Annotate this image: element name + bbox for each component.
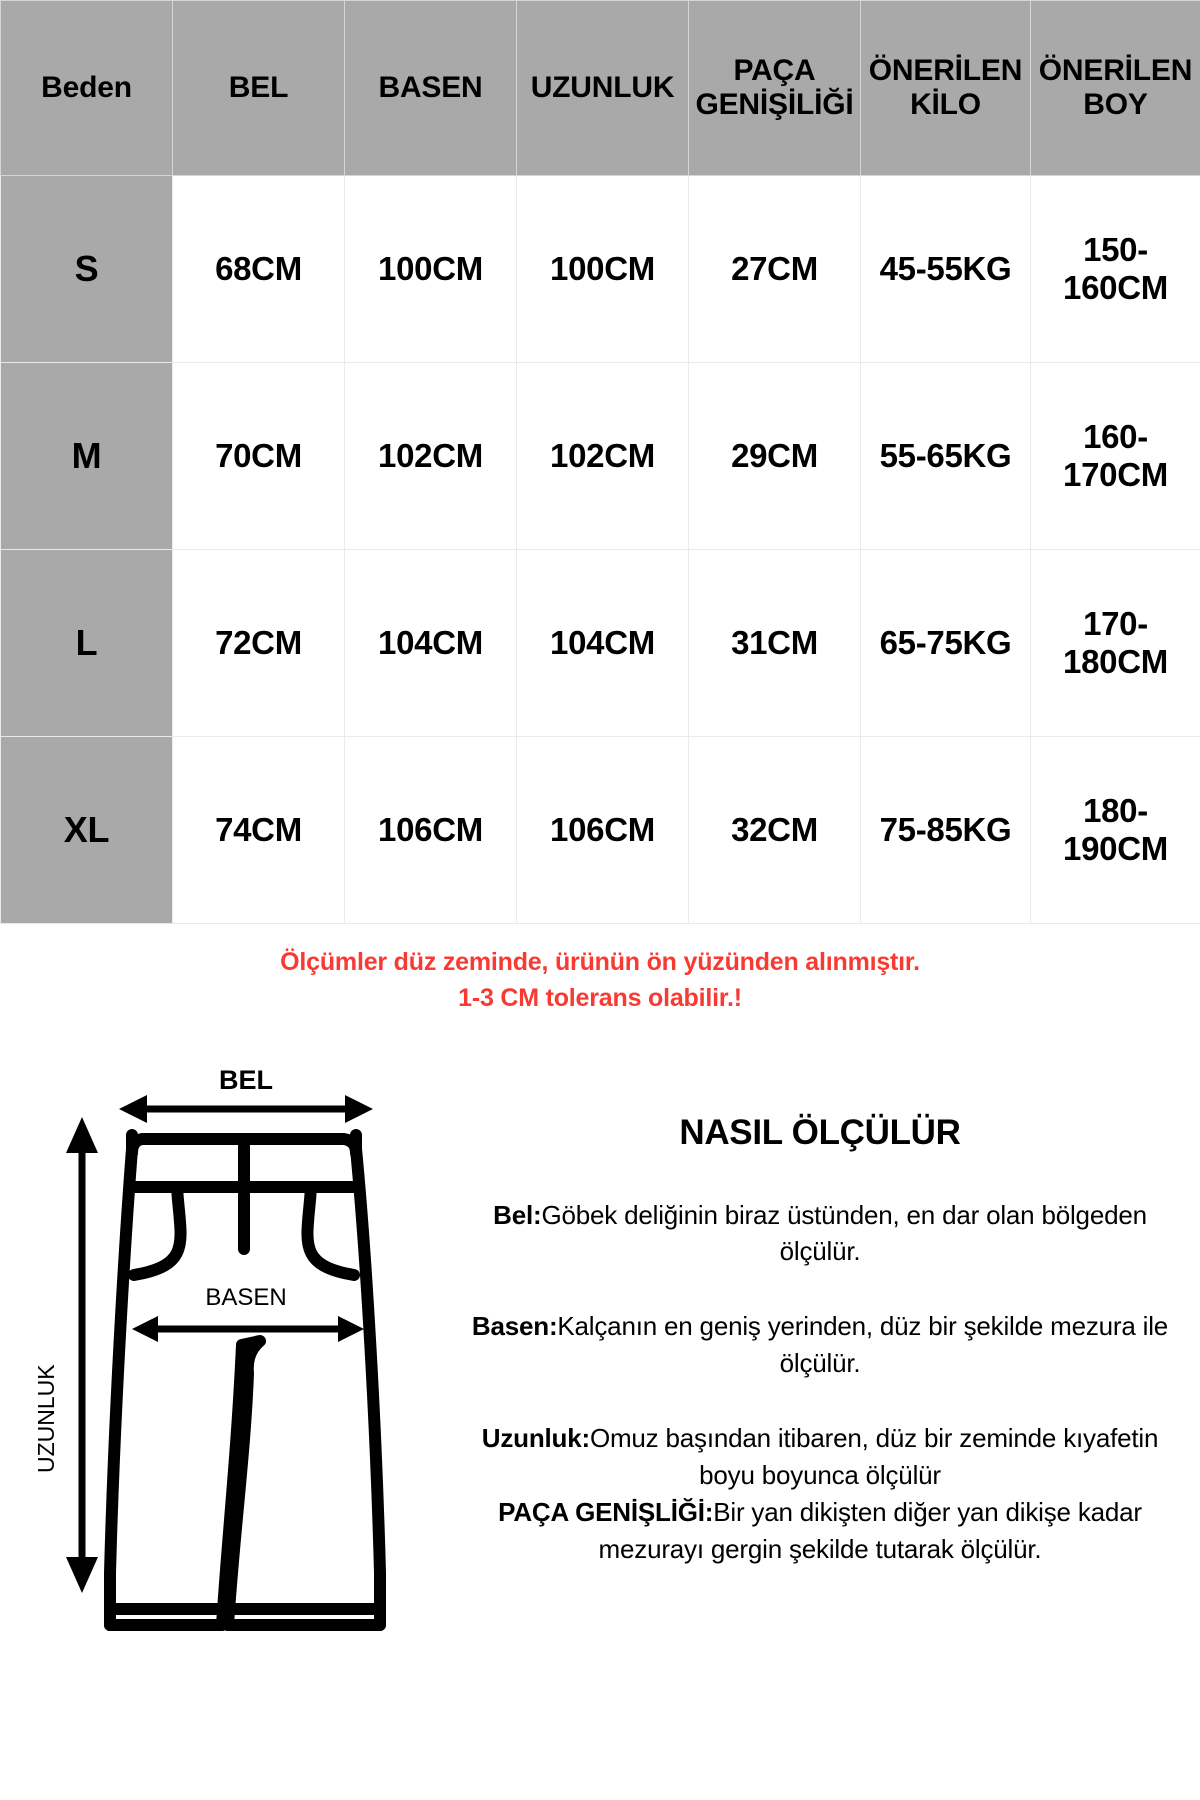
cell-kilo: 45-55KG <box>861 176 1031 363</box>
table-row <box>1 176 1200 363</box>
pants-diagram-svg <box>14 1053 444 1653</box>
how-to-measure-panel <box>444 1043 1186 1606</box>
cell-size: S <box>1 176 173 363</box>
cell-boy: 180-190CM <box>1031 737 1200 924</box>
how-to-measure-title: NASIL ÖLÇÜLÜR <box>679 1112 961 1152</box>
cell-basen: 100CM <box>345 176 517 363</box>
measure-term-basen: Basen: <box>471 1311 558 1342</box>
pants-measurement-diagram <box>14 1043 444 1658</box>
cell-uzunluk: 104CM <box>517 550 689 737</box>
cell-kilo: 75-85KG <box>861 737 1031 924</box>
measure-term-uzunluk: Uzunluk: <box>481 1423 590 1454</box>
column-header-uzunluk: UZUNLUK <box>517 1 689 176</box>
cell-bel: 68CM <box>173 176 345 363</box>
cell-uzunluk: 106CM <box>517 737 689 924</box>
cell-basen: 106CM <box>345 737 517 924</box>
cell-boy: 170-180CM <box>1031 550 1200 737</box>
column-header-beden: Beden <box>1 1 173 176</box>
measure-item-paca-genisligi <box>454 1494 1186 1568</box>
measure-term-paca-genisligi: PAÇA GENİŞLİĞİ: <box>498 1496 714 1527</box>
diagram-label-basen: BASEN <box>205 1283 287 1311</box>
table-row <box>1 737 1200 924</box>
tolerance-note-line1: Ölçümler düz zeminde, ürünün ön yüzünden alınmıştır. <box>280 948 920 976</box>
diagram-label-bel: BEL <box>219 1064 273 1095</box>
cell-size: M <box>1 363 173 550</box>
cell-basen: 104CM <box>345 550 517 737</box>
table-row <box>1 363 1200 550</box>
column-header-paca-genisligi: PAÇA GENİŞİLİĞİ <box>689 1 861 176</box>
cell-basen: 102CM <box>345 363 517 550</box>
measure-term-bel: Bel: <box>493 1199 542 1230</box>
column-header-bel: BEL <box>173 1 345 176</box>
measure-item-basen <box>454 1308 1186 1382</box>
cell-uzunluk: 100CM <box>517 176 689 363</box>
measure-text-bel: Göbek deliğinin biraz üstünden, en dar olan bölgeden ölçülür. <box>541 1199 1147 1267</box>
diagram-label-uzunluk: UZUNLUK <box>33 1363 59 1473</box>
cell-uzunluk: 102CM <box>517 363 689 550</box>
uzunluk-arrow-icon <box>66 1117 98 1593</box>
cell-paca: 27CM <box>689 176 861 363</box>
cell-kilo: 65-75KG <box>861 550 1031 737</box>
lower-section <box>0 1043 1200 1658</box>
cell-boy: 160-170CM <box>1031 363 1200 550</box>
measure-item-bel <box>454 1197 1186 1271</box>
cell-kilo: 55-65KG <box>861 363 1031 550</box>
cell-paca: 32CM <box>689 737 861 924</box>
cell-paca: 31CM <box>689 550 861 737</box>
measure-text-uzunluk: Omuz başından itibaren, düz bir zeminde kıyafetin boyu boyunca ölçülür <box>589 1423 1159 1491</box>
column-header-basen: BASEN <box>345 1 517 176</box>
cell-paca: 29CM <box>689 363 861 550</box>
tolerance-note <box>0 944 1200 1017</box>
table-header-row <box>1 1 1200 176</box>
measure-text-basen: Kalçanın en geniş yerinden, düz bir şekilde mezura ile ölçülür. <box>557 1311 1169 1379</box>
cell-size: XL <box>1 737 173 924</box>
tolerance-note-line2: 1-3 CM tolerans olabilir.! <box>458 984 742 1013</box>
cell-bel: 70CM <box>173 363 345 550</box>
column-header-onerilen-kilo: ÖNERİLEN KİLO <box>861 1 1031 176</box>
bel-arrow-icon <box>119 1095 373 1123</box>
measure-item-uzunluk <box>454 1420 1186 1494</box>
cell-bel: 74CM <box>173 737 345 924</box>
table-row <box>1 550 1200 737</box>
measure-text-paca-genisligi: Bir yan dikişten diğer yan dikişe kadar mezurayı gergin şekilde tutarak ölçülür. <box>598 1496 1142 1564</box>
pants-outline <box>110 1135 380 1625</box>
cell-bel: 72CM <box>173 550 345 737</box>
cell-size: L <box>1 550 173 737</box>
cell-boy: 150-160CM <box>1031 176 1200 363</box>
column-header-onerilen-boy: ÖNERİLEN BOY <box>1031 1 1200 176</box>
